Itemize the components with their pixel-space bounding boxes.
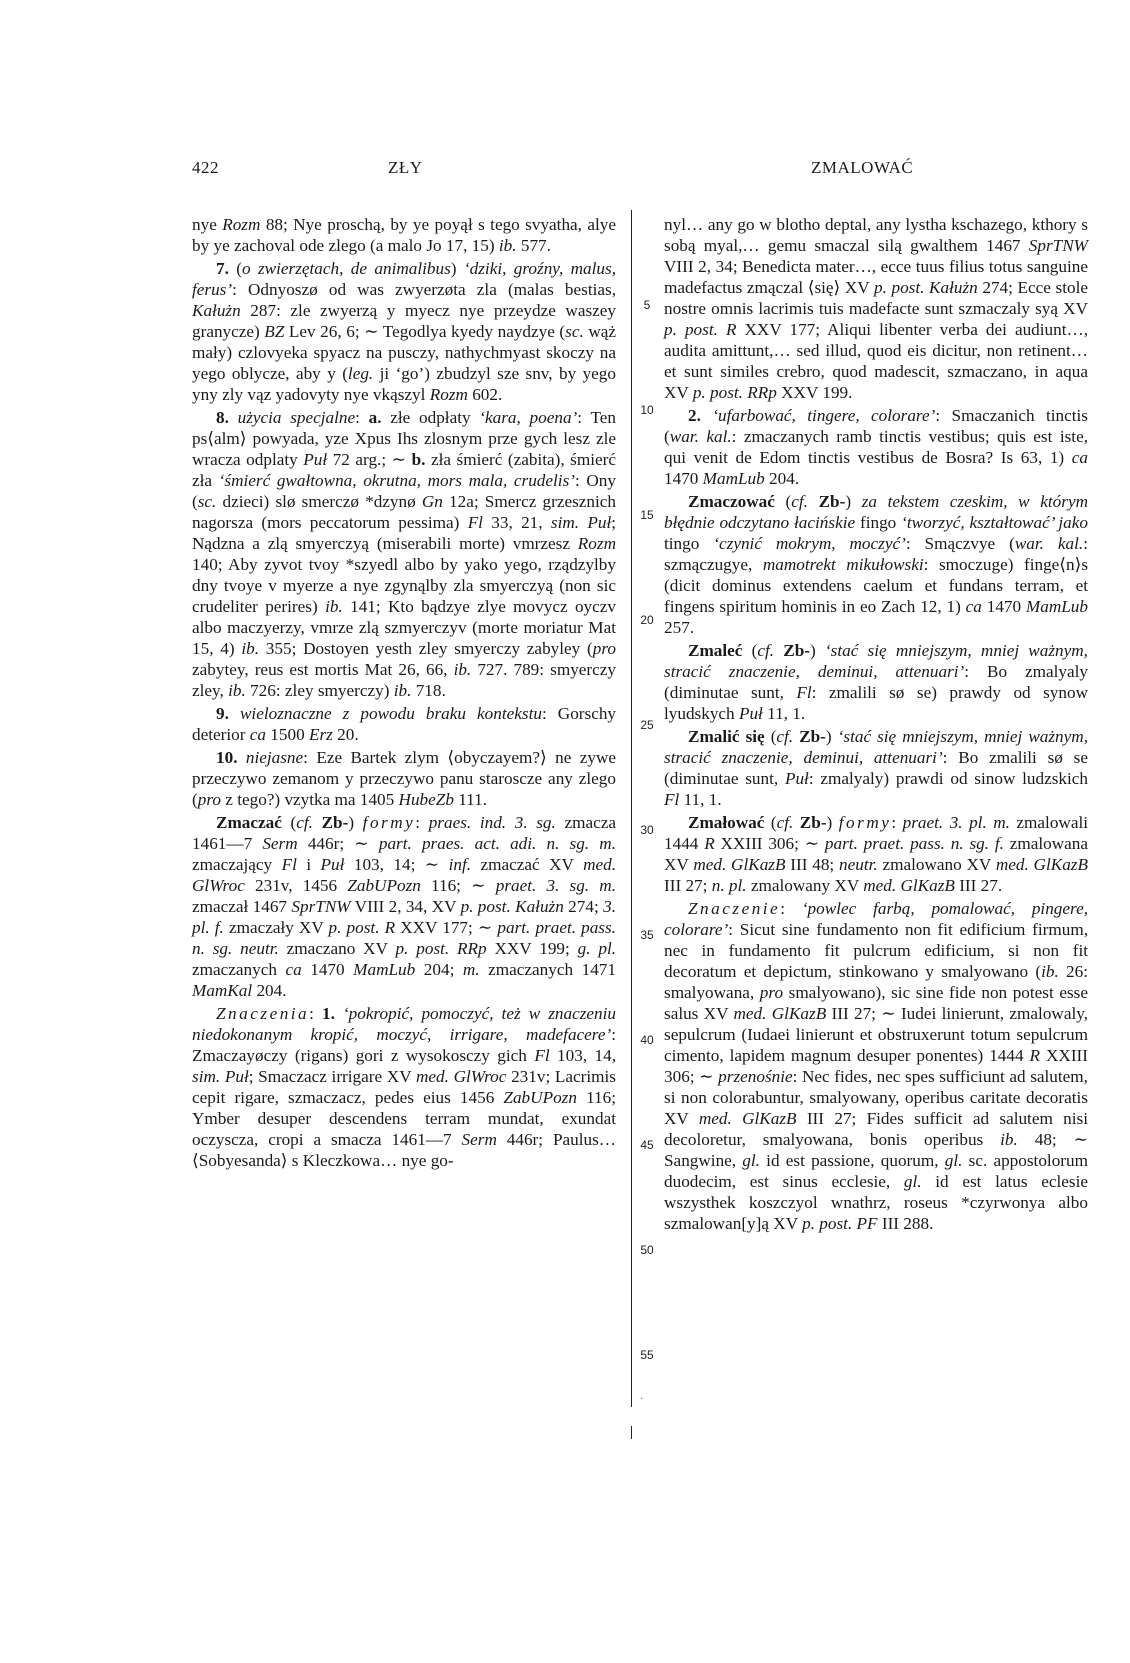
line-number: 5 [643,298,651,312]
gutter-mark: · [640,1394,644,1405]
line-number: 25 [640,718,654,732]
entry-paragraph: 2. ‘ufarbować, tingere, colorare’: Smaczanich tinctis (war. kal.: zmaczanych ramb tinctis vestibus; quis est iste, qui venit de Edom tinctis vestibus de Bosra? Is 63, 1) ca 1470 MamLub 204. [664,406,1088,488]
entry-paragraph: 10. niejasne: Eze Bartek zlym ⟨obyczayem?⟩ ne zywe przeczywo zemanom y przeczywo panu staroscze any zlego (pro z tego?) vzytka ma 1405 HubeZb 111. [192,748,616,809]
column-divider-fragment [631,1426,632,1439]
line-number: 50 [640,1243,654,1257]
line-number: 20 [640,613,654,627]
entry-paragraph: Zmaleć (cf. Zb-) ‘stać się mniejszym, mniej ważnym, stracić znaczenie, deminui, attenuari’: Bo zmalyaly (diminutae sunt, Fl: zmalili sø se) prawdy od synow lyudskych Puł 11, 1. [664,641,1089,723]
entry-paragraph: nyl… any go w blotho deptal, any lystha kschazego, kthory s sobą myal,… gemu smaczal silą gwalthem 1467 SprTNW VIII 2, 34; Benedicta mater…, ecce tuus filius totus sanguine madefactus zmączal ⟨się⟩ XV p. post. Kałużn 274; Ecce stole nostre omnis lacrimis tuis madefacte sunt szmaczaly syą XV p. post. R XXV 177; Aliqui libenter verba dei audiunt…, audita amittunt,… sed illud, quod eis dicitur, non retinent… et sunt similes crebro, quod madescit, szmaczano, in aqua XV p. post. RRp XXV 199. [664,215,1088,402]
line-number: 55 [640,1348,654,1362]
line-number: 10 [640,403,654,417]
entry-paragraph: Zmalić się (cf. Zb-) ‘stać się mniejszym, mniej ważnym, stracić znaczenie, deminui, attenuari’: Bo zmalili sø se (diminutae sunt, Puł: zmalyaly) prawdi od sinow ludzskich Fl 11, 1. [664,727,1089,809]
entry-paragraph: nye Rozm 88; Nye proschą, by ye poyął s tego svyatha, alye by ye zachoval ode zlego (a malo Jo 17, 15) ib. 577. [192,215,616,255]
line-number-gutter [635,214,659,1404]
line-number: 40 [640,1033,654,1047]
right-column [664,214,1088,1234]
page-number: 422 [192,158,219,177]
line-number: 45 [640,1138,654,1152]
left-column [192,214,616,1171]
left-running-head: ZŁY [388,158,423,177]
entry-paragraph: 9. wieloznaczne z powodu braku kontekstu: Gorschy deterior ca 1500 Erz 20. [192,704,617,744]
column-divider [631,210,632,1407]
entry-paragraph: Zmaczać (cf. Zb-) formy: praes. ind. 3. sg. zmacza 1461—7 Serm 446r; ∼ part. praes. act. adi. n. sg. m. zmaczający Fl i Puł 103, 14; ∼ inf. zmaczać XV med. GlWroc 231v, 1456 ZabUPozn 116; ∼ praet. 3. sg. m. zmaczał 1467 SprTNW VIII 2, 34, XV p. post. Kałużn 274; 3. pl. f. zmaczały XV p. post. R XXV 177; ∼ part. praet. pass. n. sg. neutr. zmaczano XV p. post. RRp XXV 199; g. pl. zmaczanych ca 1470 MamLub 204; m. zmaczanych 1471 MamKal 204. [192,813,617,1000]
line-number: 35 [640,928,654,942]
line-number: 15 [640,508,654,522]
entry-paragraph: 7. (o zwierzętach, de animalibus) ‘dziki, groźny, malus, ferus’: Odnyoszø od was zwyerzøta zla (malas bestias, Kałużn 287: zle zwyerzą y myecz nye przeydze waszey granycze) BZ Lev 26, 6; ∼ Tegodlya kyedy naydzye (sc. wąż mały) czlovyeka spyacz na pusczy, nathychmyast skoczy na yego oblycze, aby y (leg. ji ‘go’) zbudzyl sze snv, by yego yny zly vąz yadovyty nye vkąszyl Rozm 602. [192,259,617,404]
line-number: 30 [640,823,654,837]
entry-paragraph: Znaczenie: ‘powlec farbą, pomalować, pingere, colorare’: Sicut sine fundamento non fit edificium firmum, nec in fundamento fit pulcrum edificium, si non fit decoratum et depictum, stinkowano y smalyowano (ib. 26: smalyowana, pro smalyowano), sic sine fide non potest esse salus XV med. GlKazB III 27; ∼ Iudei linierunt, zmalowaly, sepulcrum (Iudaei linierunt et obstruxerunt totum sepulcrum cimento, lapidem magnum desuper ponentes) 1444 R XXIII 306; ∼ przenośnie: Nec fides, nec spes sufficiunt ad salutem, si non colorabuntur, smalyowany, operibus caritate decoratis XV med. GlKazB III 27; Fides sufficit ad salutem nisi decoloretur, smalyowana, bonis operibus ib. 48; ∼ Sangwine, gl. id est passione, quorum, gl. sc. appostolorum duodecim, est sinus ecclesie, gl. id est latus eclesie wszysthek koszczyol wnathrz, roseus *czyrwonya albo szmalowan[y]ą XV p. post. PF III 288. [664,899,1089,1233]
entry-paragraph: Zmałować (cf. Zb-) formy: praet. 3. pl. m. zmalowali 1444 R XXIII 306; ∼ part. praet. pass. n. sg. f. zmalowana XV med. GlKazB III 48; neutr. zmalowano XV med. GlKazB III 27; n. pl. zmalowany XV med. GlKazB III 27. [664,813,1089,895]
entry-paragraph: Znaczenia: 1. ‘pokropić, pomoczyć, też w znaczeniu niedokonanym kropić, moczyć, irrigare, madefacere’: Zmaczayøczy (rigans) gori z wysokosczy gich Fl 103, 14, sim. Puł; Smaczacz irrigare XV med. GlWroc 231v; Lacrimis cepit rigare, szmaczacz, pedes eius 1456 ZabUPozn 116; Ymber desuper descendens terram mundat, exundat oczyscza, cropi a smacza 1461—7 Serm 446r; Paulus… ⟨Sobyesanda⟩ s Kleczkowa… nye go- [192,1004,617,1170]
right-running-head: ZMALOWAĆ [811,158,914,177]
entry-paragraph: Zmaczować (cf. Zb-) za tekstem czeskim, w którym błędnie odczytano łacińskie fingo ‘tworzyć, kształtować’ jako tingo ‘czynić mokrym, moczyć’: Smączvye (war. kal.: szmączugye, mamotrekt mikułowski: smoczuge) finge⟨n⟩s (dicit dominus extendens caelum et fundans terram, et fingens spiritum hominis in eo Zach 12, 1) ca 1470 MamLub 257. [664,492,1089,637]
entry-paragraph: 8. użycia specjalne: a. złe odpłaty ‘kara, poena’: Ten ps⟨alm⟩ powyada, yze Xpus Ihs zlosnym prze gych lesz zle wracza odplaty Puł 72 arg.; ∼ b. zła śmierć (zabita), śmierć zła ‘śmierć gwałtowna, okrutna, mors mala, crudelis’: Ony (sc. dzieci) slø smerczø *dzynø Gn 12a; Smercz grzesznich nagorsza (mors peccatorum pessima) Fl 33, 21, sim. Puł; Nądzna a zlą smyerczyą (miserabili morte) vmrzesz Rozm 140; Aby zyvot tvoy *szyedl albo by yako yego, rządzylby dny tvoye v myerze a nye zgynąlby zla smyerczyą (non sic crudeliter perires) ib. 141; Kto bądzye zlye movycz oyczv albo maczyerzy, vmrze zlą szmyerczyv (morte moriatur Mat 15, 4) ib. 355; Dostoyen yesth zley smyerczy zabyley (pro zabytey, reus est mortis Mat 26, 66, ib. 727. 789: smyerczy zley, ib. 726: zley smyerczy) ib. 718. [192,408,617,700]
